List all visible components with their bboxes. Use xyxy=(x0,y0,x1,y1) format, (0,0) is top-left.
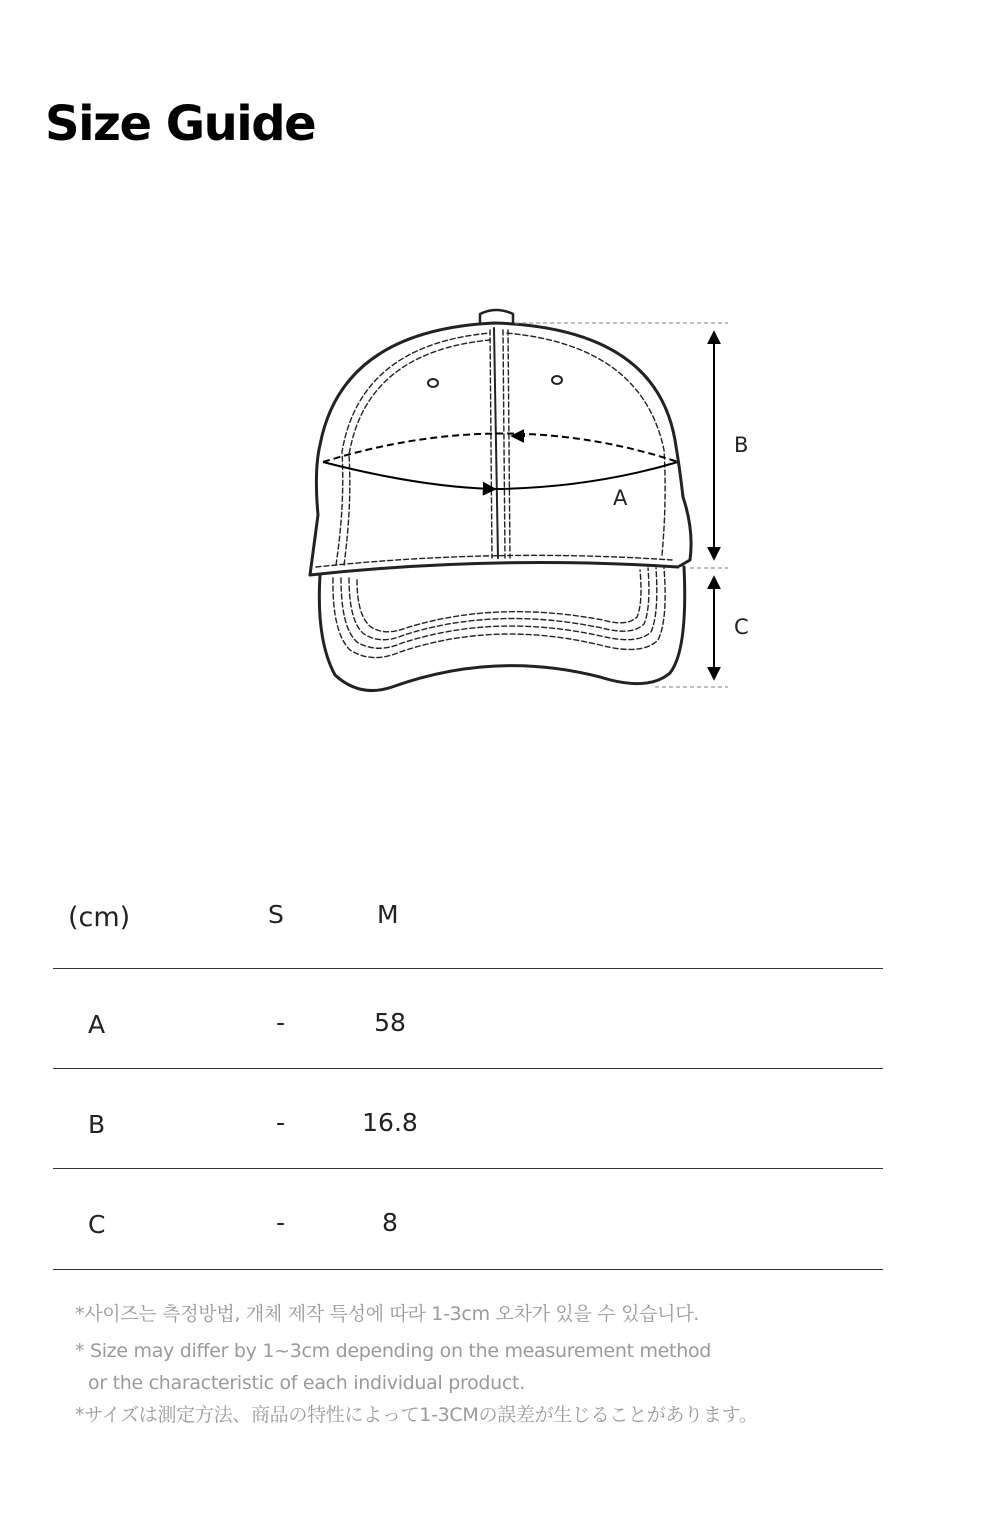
header-size-s: S xyxy=(268,900,284,929)
note-japanese: *サイズは測定方法、商品の特性によって1-3CMの誤差が生じることがあります。 xyxy=(75,1404,758,1426)
label-b: B xyxy=(734,433,749,457)
table-divider xyxy=(53,1269,883,1270)
label-c: C xyxy=(734,615,749,639)
cell-c-m: 8 xyxy=(382,1208,398,1237)
header-size-m: M xyxy=(377,900,399,929)
table-divider xyxy=(53,968,883,969)
cell-c-s: - xyxy=(276,1208,286,1237)
row-label-b: B xyxy=(88,1110,106,1139)
cap-diagram xyxy=(0,0,1000,760)
cell-b-m: 16.8 xyxy=(362,1108,418,1137)
cell-a-m: 58 xyxy=(374,1008,406,1037)
note-korean: *사이즈는 측정방법, 개체 제작 특성에 따라 1-3cm 오차가 있을 수 있습니다. xyxy=(75,1303,700,1325)
note-english-line2: or the characteristic of each individual product. xyxy=(88,1372,525,1394)
header-unit: (cm) xyxy=(68,902,131,933)
table-divider xyxy=(53,1168,883,1169)
row-label-a: A xyxy=(88,1010,106,1039)
row-label-c: C xyxy=(88,1210,106,1239)
note-english-line1: * Size may differ by 1~3cm depending on the measurement method xyxy=(75,1340,712,1362)
cell-b-s: - xyxy=(276,1108,286,1137)
label-a: A xyxy=(613,486,628,510)
cell-a-s: - xyxy=(276,1008,286,1037)
cap-outline xyxy=(310,310,691,691)
table-divider xyxy=(53,1068,883,1069)
page-title: Size Guide xyxy=(45,96,316,152)
